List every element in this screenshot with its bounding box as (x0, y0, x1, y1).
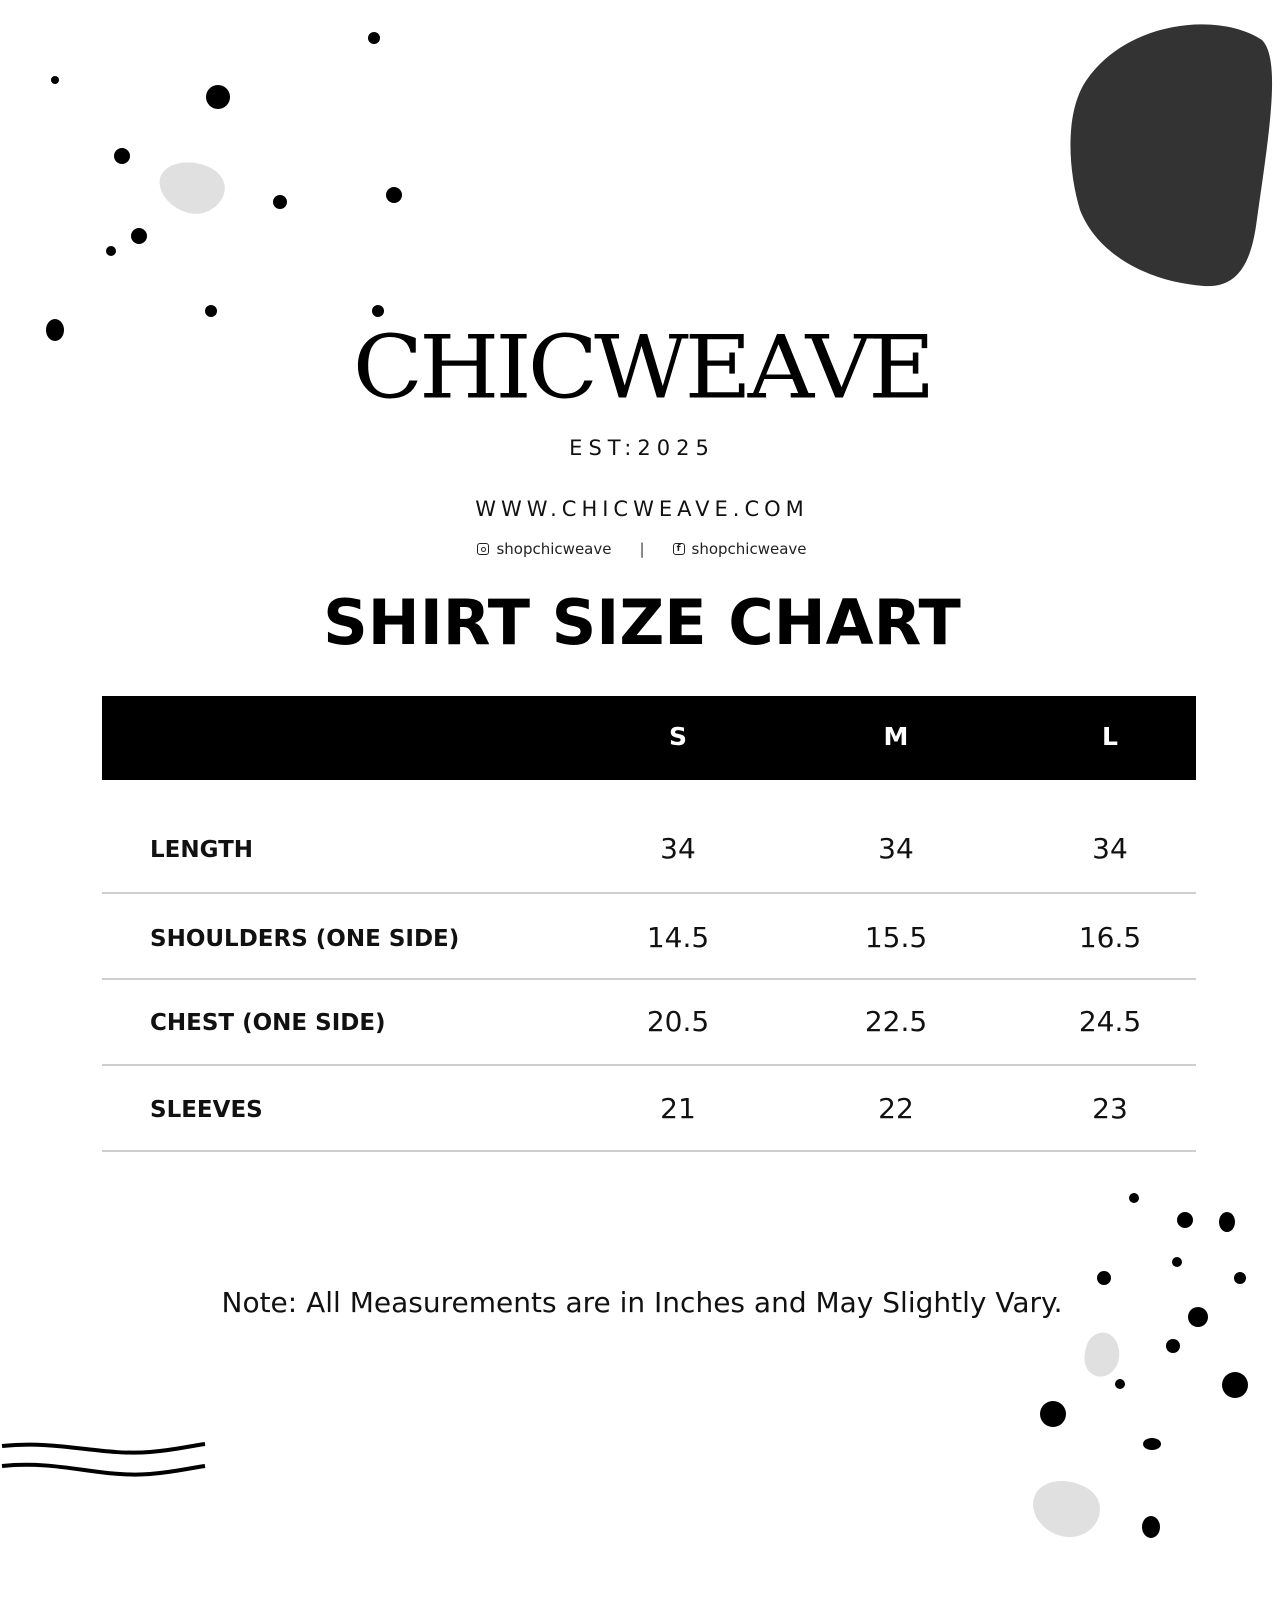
table-cell: 24.5 (1078, 1005, 1142, 1038)
decor-dot (1115, 1379, 1125, 1389)
table-cell: 34 (878, 832, 914, 865)
row-label: CHEST (ONE SIDE) (150, 1010, 386, 1036)
decor-light-blob (1033, 1481, 1100, 1537)
social-separator: | (639, 540, 645, 558)
row-label: SHOULDERS (ONE SIDE) (150, 926, 460, 952)
decor-dot (1166, 1339, 1180, 1353)
table-cell: 22.5 (864, 1005, 928, 1038)
decor-dot (206, 85, 230, 109)
decor-dot (386, 187, 402, 203)
row-label: SLEEVES (150, 1097, 263, 1123)
established-year: EST:2025 (569, 436, 715, 460)
decor-dot (205, 305, 217, 317)
table-cell: 23 (1092, 1092, 1128, 1125)
table-row (102, 1066, 1196, 1152)
brand-logo: CHICWEAVE (352, 316, 932, 419)
decor-dot (1172, 1257, 1182, 1267)
facebook-handle: shopchicweave (691, 540, 807, 558)
decor-light-blob (160, 162, 225, 213)
social-links (0, 540, 1284, 558)
decor-dot (1129, 1193, 1139, 1203)
table-cell: 14.5 (646, 921, 710, 954)
facebook-icon: f (673, 543, 685, 555)
page-title: SHIRT SIZE CHART (323, 586, 961, 659)
decor-wave-line (2, 1444, 205, 1453)
decor-dot (273, 195, 287, 209)
table-cell: 21 (660, 1092, 696, 1125)
row-label: LENGTH (150, 837, 254, 863)
decor-dot (51, 76, 59, 84)
decor-dot (1143, 1438, 1161, 1450)
table-row (102, 894, 1196, 980)
decor-dot (1040, 1401, 1066, 1427)
facebook-link[interactable] (673, 540, 807, 558)
measurement-note: Note: All Measurements are in Inches and May Slightly Vary. (221, 1286, 1063, 1319)
instagram-link[interactable] (477, 540, 611, 558)
column-header-s: S (668, 722, 687, 751)
decor-dot (106, 246, 116, 256)
column-header-l: L (1102, 722, 1118, 751)
decor-wave-line (2, 1465, 205, 1475)
decor-light-blob (1084, 1333, 1119, 1377)
decor-dot (1097, 1271, 1111, 1285)
website-link[interactable]: WWW.CHICWEAVE.COM (475, 497, 809, 521)
table-row (102, 780, 1196, 894)
table-cell: 15.5 (864, 921, 928, 954)
table-header (102, 696, 1196, 780)
table-cell: 34 (1092, 832, 1128, 865)
decor-dot (1219, 1212, 1235, 1232)
table-cell: 16.5 (1078, 921, 1142, 954)
decor-dot (1222, 1372, 1248, 1398)
decor-dark-blob (1070, 24, 1272, 286)
decor-dot (1234, 1272, 1246, 1284)
decor-dot (131, 228, 147, 244)
decor-dot (1177, 1212, 1193, 1228)
table-cell: 20.5 (646, 1005, 710, 1038)
instagram-handle: shopchicweave (496, 540, 612, 558)
table-cell: 22 (878, 1092, 914, 1125)
decor-dot (114, 148, 130, 164)
instagram-icon (477, 543, 489, 555)
decor-dot (368, 32, 380, 44)
table-cell: 34 (660, 832, 696, 865)
column-header-m: M (883, 722, 909, 751)
size-table (102, 696, 1196, 1152)
decor-dot (1142, 1516, 1160, 1538)
decor-dot (372, 305, 384, 317)
table-row (102, 980, 1196, 1066)
